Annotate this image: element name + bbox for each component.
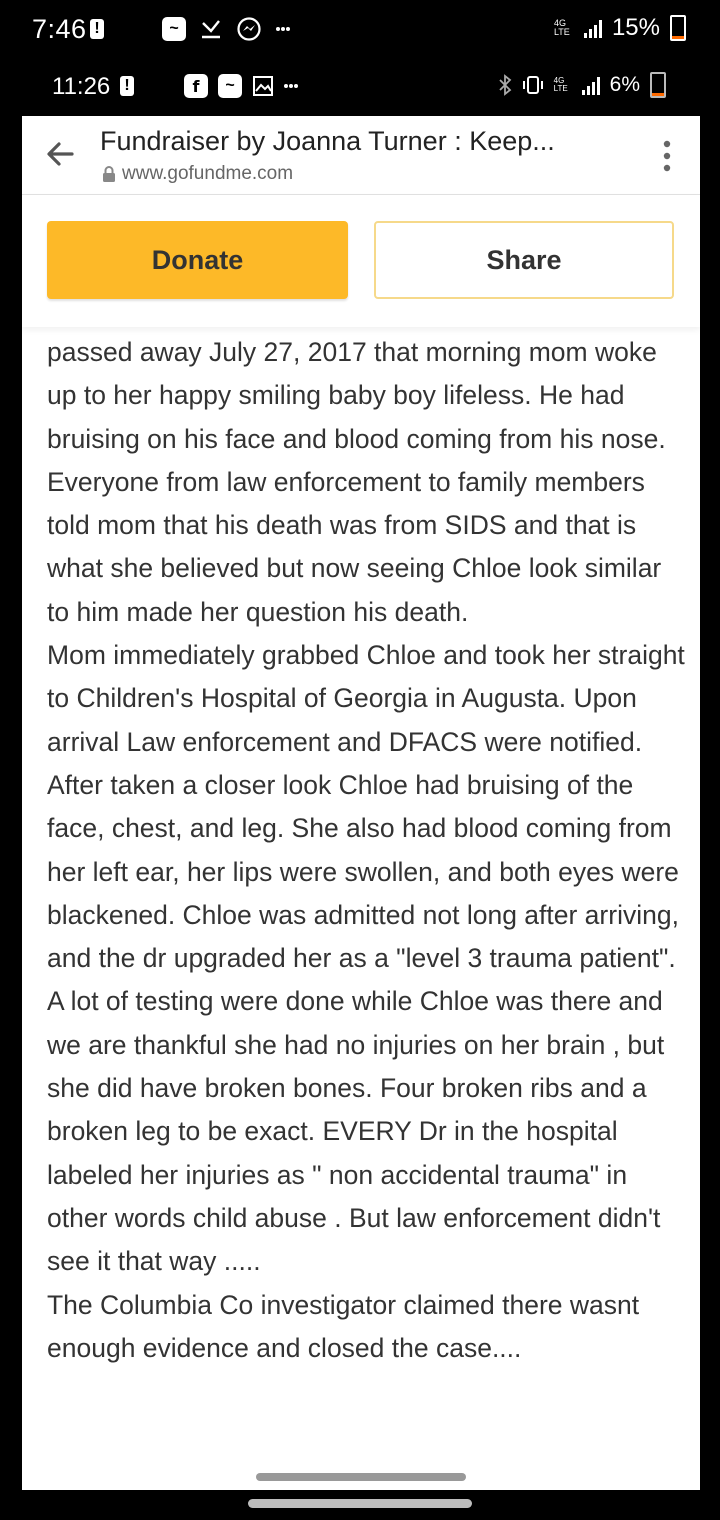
messenger-icon: [236, 16, 262, 42]
alert-icon: !: [90, 19, 104, 39]
domain-line: [102, 163, 293, 185]
inner-alert-icon: !: [120, 76, 134, 96]
gesture-nav-handle[interactable]: [248, 1499, 472, 1508]
overflow-menu-icon[interactable]: [662, 140, 672, 172]
download-done-icon: [200, 18, 222, 40]
inner-battery-icon: [650, 72, 666, 98]
domain-text: www.gofundme.com: [122, 163, 294, 184]
status-time: 7:46: [32, 14, 87, 44]
lock-icon: [102, 166, 116, 182]
inner-app-notification-icon: ~: [218, 74, 242, 98]
signal-icon: [584, 18, 602, 38]
page-title: Fundraiser by Joanna Turner : Keep...: [100, 126, 555, 156]
share-button[interactable]: Share: [374, 221, 674, 299]
back-arrow-icon[interactable]: [44, 138, 76, 170]
action-buttons-row: [22, 195, 700, 327]
story-paragraph-1: passed away July 27, 2017 that morning mom woke up to her happy smiling baby boy lifeless. He had bruising on his face and blood coming from his nose. Everyone from law enforcement to family members told mom that his death was from SIDS and that is what she believed but now seeing Chloe look similar to him made her question his death.: [47, 337, 666, 627]
inner-system-icons: [498, 72, 666, 98]
battery-percent: 15%: [611, 14, 660, 41]
more-notifications-icon: [276, 26, 290, 32]
inner-status-bar: [0, 58, 720, 116]
inner-signal-icon: [582, 75, 600, 95]
inner-network-type: 4G LTE: [553, 76, 568, 93]
story-text: [47, 331, 687, 1370]
url-bar[interactable]: [22, 116, 700, 195]
scroll-indicator[interactable]: [256, 1473, 466, 1481]
inner-battery-percent: 6%: [609, 73, 640, 96]
notification-icons: [90, 16, 290, 42]
donate-button[interactable]: Donate: [47, 221, 348, 299]
bluetooth-icon: [498, 74, 512, 96]
story-paragraph-2: Mom immediately grabbed Chloe and took her straight to Children's Hospital of Georgia in Augusta. Upon arrival Law enforcement and DFACS were notified. After taken a closer look Chloe had bruising of the face, chest, and leg. She also had blood coming from her left ear, her lips were swollen, and both eyes were blackened. Chloe was admitted not long after arriving, and the dr upgraded her as a "level 3 trauma patient". A lot of testing were done while Chloe was there and we are thankful she had no injuries on her brain , but she did have broken bones. Four broken ribs and a broken leg to be exact. EVERY Dr in the hospital labeled her injuries as " non accidental trauma" in other words child abuse . But law enforcement didn't see it that way .....: [47, 640, 685, 1277]
inner-status-time: 11:26: [52, 73, 111, 100]
status-bar: [0, 0, 720, 58]
inner-more-notifications-icon: [284, 83, 298, 89]
story-paragraph-3: The Columbia Co investigator claimed there wasnt enough evidence and closed the case....: [47, 1289, 640, 1363]
network-type: 4G LTE: [553, 18, 570, 37]
image-icon: [252, 75, 274, 97]
app-notification-icon: ~: [162, 17, 186, 41]
browser-window: [22, 116, 700, 1490]
battery-icon: [670, 15, 686, 41]
inner-notification-icons: [120, 74, 298, 98]
vibrate-icon: [522, 74, 544, 96]
facebook-icon: f: [184, 74, 208, 98]
system-icons: [554, 14, 686, 42]
